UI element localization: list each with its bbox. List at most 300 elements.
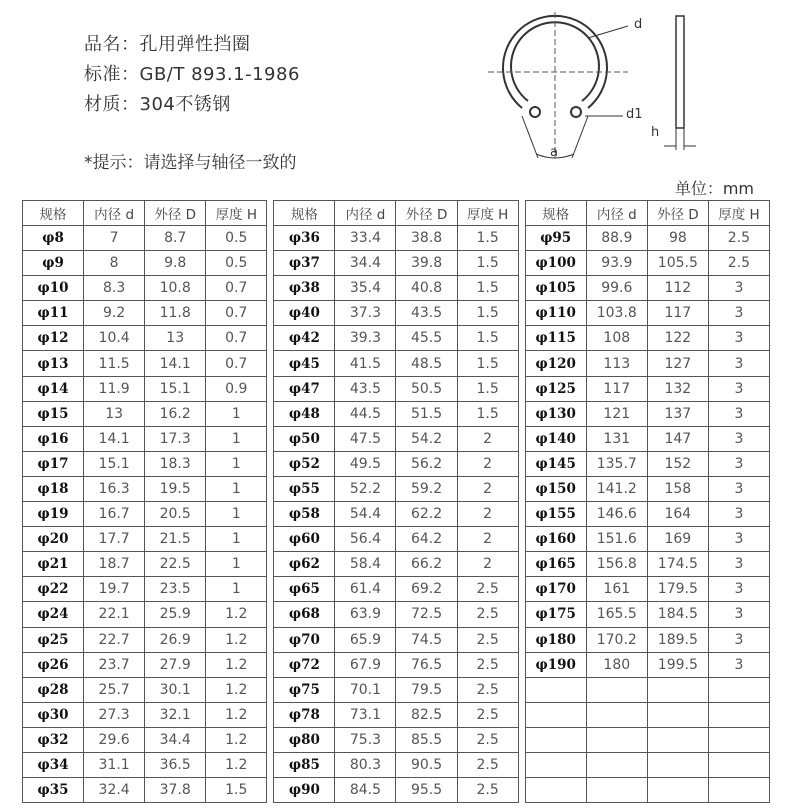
size-cell: φ110 [525,301,586,326]
thickness-cell: 2 [457,552,518,577]
inner-diameter-cell: 34.4 [335,251,396,276]
inner-diameter-cell: 165.5 [586,602,647,627]
thickness-cell: 2.5 [708,251,769,276]
thickness-cell: 2.5 [457,602,518,627]
outer-diameter-cell: 38.8 [396,226,457,251]
outer-diameter-cell: 56.2 [396,451,457,476]
thickness-cell: 1.5 [457,326,518,351]
table-row [23,627,267,652]
size-cell: φ115 [525,326,586,351]
size-cell: φ62 [274,552,335,577]
outer-diameter-cell: 36.5 [145,752,206,777]
inner-diameter-cell: 73.1 [335,702,396,727]
thickness-cell: 1.5 [457,301,518,326]
inner-diameter-cell [586,752,647,777]
product-standard: 标准：GB/T 893.1-1986 [84,64,300,85]
table-row [274,376,518,401]
outer-diameter-cell: 127 [647,351,708,376]
table-row [274,778,518,803]
label-h: h [651,125,660,140]
thickness-cell: 3 [708,301,769,326]
thickness-cell [708,752,769,777]
inner-diameter-cell: 10.4 [84,326,145,351]
column-header: 厚度 H [206,201,267,226]
product-name: 品名：孔用弹性挡圈 [84,34,251,55]
size-cell: φ130 [525,401,586,426]
table-row [274,226,518,251]
size-cell: φ20 [23,527,84,552]
outer-diameter-cell: 62.2 [396,502,457,527]
thickness-cell [708,778,769,803]
thickness-cell: 1 [206,426,267,451]
outer-diameter-cell: 122 [647,326,708,351]
size-cell: φ26 [23,652,84,677]
outer-diameter-cell: 14.1 [145,351,206,376]
table-row [525,251,769,276]
thickness-cell: 2.5 [457,577,518,602]
outer-diameter-cell: 22.5 [145,552,206,577]
table-row [525,677,769,702]
outer-diameter-cell: 90.5 [396,752,457,777]
outer-diameter-cell: 199.5 [647,652,708,677]
table-row [525,451,769,476]
outer-diameter-cell: 132 [647,376,708,401]
thickness-cell: 2 [457,426,518,451]
table-row [525,326,769,351]
inner-diameter-cell: 84.5 [335,778,396,803]
unit-label: 单位：mm [674,179,754,198]
size-cell: φ14 [23,376,84,401]
table-row [525,301,769,326]
table-row [23,376,267,401]
thickness-cell: 0.7 [206,351,267,376]
thickness-cell: 0.5 [206,251,267,276]
size-cell: φ60 [274,527,335,552]
outer-diameter-cell: 69.2 [396,577,457,602]
size-cell: φ165 [525,552,586,577]
table-row [23,727,267,752]
inner-diameter-cell: 146.6 [586,502,647,527]
column-header: 规格 [525,201,586,226]
outer-diameter-cell: 179.5 [647,577,708,602]
inner-diameter-cell: 32.4 [84,778,145,803]
table-row [525,276,769,301]
size-cell: φ100 [525,251,586,276]
table-row [525,702,769,727]
size-cell: φ16 [23,426,84,451]
inner-diameter-cell: 67.9 [335,652,396,677]
table-row [23,451,267,476]
outer-diameter-cell: 85.5 [396,727,457,752]
thickness-cell: 1.5 [457,226,518,251]
outer-diameter-cell: 27.9 [145,652,206,677]
outer-diameter-cell: 30.1 [145,677,206,702]
size-cell [525,778,586,803]
table-row [23,401,267,426]
table-row [525,627,769,652]
table-row [274,426,518,451]
thickness-cell: 2.5 [457,677,518,702]
size-cell: φ40 [274,301,335,326]
outer-diameter-cell: 64.2 [396,527,457,552]
inner-diameter-cell: 27.3 [84,702,145,727]
outer-diameter-cell: 50.5 [396,376,457,401]
table-row [274,301,518,326]
thickness-cell: 3 [708,351,769,376]
spec-table-3 [525,200,770,803]
outer-diameter-cell: 8.7 [145,226,206,251]
outer-diameter-cell: 189.5 [647,627,708,652]
size-cell: φ36 [274,226,335,251]
thickness-cell: 0.7 [206,276,267,301]
table-row [525,426,769,451]
outer-diameter-cell: 137 [647,401,708,426]
outer-diameter-cell: 98 [647,226,708,251]
size-cell: φ30 [23,702,84,727]
inner-diameter-cell: 56.4 [335,527,396,552]
inner-diameter-cell: 25.7 [84,677,145,702]
thickness-cell: 2.5 [457,727,518,752]
thickness-cell: 1.5 [206,778,267,803]
thickness-cell: 0.9 [206,376,267,401]
inner-diameter-cell: 11.9 [84,376,145,401]
thickness-cell: 1.2 [206,652,267,677]
size-cell: φ34 [23,752,84,777]
outer-diameter-cell: 174.5 [647,552,708,577]
inner-diameter-cell: 41.5 [335,351,396,376]
size-cell: φ22 [23,577,84,602]
table-row [525,778,769,803]
inner-diameter-cell: 161 [586,577,647,602]
thickness-cell: 0.5 [206,226,267,251]
size-cell: φ180 [525,627,586,652]
size-cell: φ140 [525,426,586,451]
thickness-cell: 2.5 [457,652,518,677]
column-header: 内径 d [586,201,647,226]
inner-diameter-cell: 117 [586,376,647,401]
size-cell: φ120 [525,351,586,376]
inner-diameter-cell: 23.7 [84,652,145,677]
thickness-cell: 2.5 [457,702,518,727]
spec-table-grid [22,200,770,803]
thickness-cell: 1.2 [206,627,267,652]
label-d: d [634,17,643,32]
outer-diameter-cell: 95.5 [396,778,457,803]
inner-diameter-cell: 13 [84,401,145,426]
size-cell: φ85 [274,752,335,777]
table-row [525,652,769,677]
outer-diameter-cell: 158 [647,476,708,501]
inner-diameter-cell: 7 [84,226,145,251]
inner-diameter-cell: 9.2 [84,301,145,326]
table-row [23,778,267,803]
thickness-cell: 1 [206,577,267,602]
inner-diameter-cell [586,677,647,702]
outer-diameter-cell: 32.1 [145,702,206,727]
table-row [23,301,267,326]
thickness-cell: 1.2 [206,702,267,727]
table-row [274,677,518,702]
table-row [23,652,267,677]
size-cell: φ42 [274,326,335,351]
size-cell: φ95 [525,226,586,251]
outer-diameter-cell: 9.8 [145,251,206,276]
size-cell: φ25 [23,627,84,652]
thickness-cell: 1.2 [206,602,267,627]
size-cell: φ175 [525,602,586,627]
inner-diameter-cell: 49.5 [335,451,396,476]
thickness-cell: 1 [206,502,267,527]
inner-diameter-cell [586,702,647,727]
inner-diameter-cell: 39.3 [335,326,396,351]
outer-diameter-cell: 17.3 [145,426,206,451]
thickness-cell: 3 [708,527,769,552]
outer-diameter-cell: 66.2 [396,552,457,577]
table-row [274,577,518,602]
column-header: 厚度 H [457,201,518,226]
thickness-cell: 1.5 [457,376,518,401]
size-cell: φ78 [274,702,335,727]
thickness-cell: 2.5 [708,226,769,251]
thickness-cell: 3 [708,627,769,652]
thickness-cell: 3 [708,376,769,401]
table-row [23,326,267,351]
table-row [525,351,769,376]
outer-diameter-cell: 10.8 [145,276,206,301]
table-row [274,351,518,376]
table-row [23,351,267,376]
spec-table-1 [22,200,267,803]
size-cell: φ68 [274,602,335,627]
spec-table-2 [273,200,518,803]
inner-diameter-cell: 17.7 [84,527,145,552]
outer-diameter-cell: 147 [647,426,708,451]
outer-diameter-cell: 13 [145,326,206,351]
size-cell: φ47 [274,376,335,401]
table-row [23,602,267,627]
outer-diameter-cell: 15.1 [145,376,206,401]
table-row [23,502,267,527]
table-row [23,276,267,301]
thickness-cell: 3 [708,451,769,476]
inner-diameter-cell: 141.2 [586,476,647,501]
table-row [23,577,267,602]
outer-diameter-cell [647,702,708,727]
inner-diameter-cell: 35.4 [335,276,396,301]
table-row [525,476,769,501]
inner-diameter-cell: 93.9 [586,251,647,276]
inner-diameter-cell: 33.4 [335,226,396,251]
table-row [23,476,267,501]
size-cell: φ170 [525,577,586,602]
retaining-ring-diagram [488,8,708,173]
column-header: 厚度 H [708,201,769,226]
inner-diameter-cell: 11.5 [84,351,145,376]
size-cell: φ38 [274,276,335,301]
size-cell: φ160 [525,527,586,552]
size-cell: φ145 [525,451,586,476]
inner-diameter-cell [586,727,647,752]
table-row [23,552,267,577]
outer-diameter-cell: 11.8 [145,301,206,326]
inner-diameter-cell: 88.9 [586,226,647,251]
inner-diameter-cell: 108 [586,326,647,351]
thickness-cell [708,702,769,727]
outer-diameter-cell: 26.9 [145,627,206,652]
size-cell: φ50 [274,426,335,451]
inner-diameter-cell: 47.5 [335,426,396,451]
size-cell: φ10 [23,276,84,301]
inner-diameter-cell: 156.8 [586,552,647,577]
thickness-cell: 1 [206,552,267,577]
size-cell: φ11 [23,301,84,326]
table-row [525,602,769,627]
thickness-cell: 1.5 [457,351,518,376]
outer-diameter-cell: 48.5 [396,351,457,376]
size-cell: φ12 [23,326,84,351]
thickness-cell: 3 [708,602,769,627]
size-cell [525,677,586,702]
size-cell: φ28 [23,677,84,702]
outer-diameter-cell: 79.5 [396,677,457,702]
table-row [525,502,769,527]
column-header: 内径 d [84,201,145,226]
size-cell: φ150 [525,476,586,501]
column-header: 规格 [23,201,84,226]
inner-diameter-cell: 75.3 [335,727,396,752]
table-row [23,527,267,552]
inner-diameter-cell: 14.1 [84,426,145,451]
table-row [23,251,267,276]
outer-diameter-cell: 112 [647,276,708,301]
table-row [23,702,267,727]
table-row [23,677,267,702]
size-cell: φ75 [274,677,335,702]
size-cell: φ80 [274,727,335,752]
inner-diameter-cell: 135.7 [586,451,647,476]
inner-diameter-cell: 99.6 [586,276,647,301]
size-cell: φ90 [274,778,335,803]
table-row [274,251,518,276]
selection-tip: *提示：请选择与轴径一致的 [84,153,297,173]
outer-diameter-cell: 19.5 [145,476,206,501]
thickness-cell: 3 [708,476,769,501]
inner-diameter-cell: 15.1 [84,451,145,476]
size-cell [525,752,586,777]
table-row [525,552,769,577]
thickness-cell: 1.2 [206,677,267,702]
thickness-cell: 2.5 [457,778,518,803]
thickness-cell: 1.5 [457,401,518,426]
size-cell: φ105 [525,276,586,301]
table-row [23,426,267,451]
label-a: a [550,145,558,160]
size-cell: φ21 [23,552,84,577]
outer-diameter-cell: 37.8 [145,778,206,803]
inner-diameter-cell: 151.6 [586,527,647,552]
thickness-cell: 2.5 [457,752,518,777]
outer-diameter-cell: 152 [647,451,708,476]
size-cell: φ70 [274,627,335,652]
thickness-cell [708,677,769,702]
outer-diameter-cell: 43.5 [396,301,457,326]
thickness-cell: 1 [206,401,267,426]
thickness-cell: 3 [708,652,769,677]
size-cell: φ19 [23,502,84,527]
thickness-cell: 1.2 [206,752,267,777]
thickness-cell: 3 [708,276,769,301]
outer-diameter-cell: 184.5 [647,602,708,627]
inner-diameter-cell: 16.3 [84,476,145,501]
table-row [274,502,518,527]
inner-diameter-cell: 63.9 [335,602,396,627]
inner-diameter-cell: 121 [586,401,647,426]
label-d1: d1 [626,107,643,122]
inner-diameter-cell: 22.7 [84,627,145,652]
outer-diameter-cell: 72.5 [396,602,457,627]
inner-diameter-cell: 80.3 [335,752,396,777]
outer-diameter-cell [647,677,708,702]
thickness-cell: 0.7 [206,326,267,351]
size-cell: φ155 [525,502,586,527]
size-cell: φ52 [274,451,335,476]
outer-diameter-cell: 20.5 [145,502,206,527]
inner-diameter-cell: 52.2 [335,476,396,501]
thickness-cell: 3 [708,401,769,426]
thickness-cell: 1.5 [457,276,518,301]
size-cell: φ32 [23,727,84,752]
outer-diameter-cell [647,727,708,752]
inner-diameter-cell: 18.7 [84,552,145,577]
thickness-cell: 0.7 [206,301,267,326]
thickness-cell: 1.5 [457,251,518,276]
size-cell: φ24 [23,602,84,627]
inner-diameter-cell: 8 [84,251,145,276]
column-header: 外径 D [396,201,457,226]
size-cell: φ37 [274,251,335,276]
inner-diameter-cell: 103.8 [586,301,647,326]
product-material: 材质：304不锈钢 [84,94,231,115]
inner-diameter-cell: 131 [586,426,647,451]
outer-diameter-cell: 39.8 [396,251,457,276]
size-cell: φ17 [23,451,84,476]
outer-diameter-cell: 76.5 [396,652,457,677]
thickness-cell: 2 [457,476,518,501]
size-cell: φ15 [23,401,84,426]
inner-diameter-cell: 44.5 [335,401,396,426]
outer-diameter-cell: 25.9 [145,602,206,627]
inner-diameter-cell: 22.1 [84,602,145,627]
table-row [274,727,518,752]
outer-diameter-cell: 16.2 [145,401,206,426]
inner-diameter-cell: 29.6 [84,727,145,752]
column-header: 内径 d [335,201,396,226]
inner-diameter-cell: 54.4 [335,502,396,527]
inner-diameter-cell: 19.7 [84,577,145,602]
outer-diameter-cell: 117 [647,301,708,326]
inner-diameter-cell: 70.1 [335,677,396,702]
thickness-cell: 2 [457,527,518,552]
size-cell: φ48 [274,401,335,426]
size-cell: φ55 [274,476,335,501]
outer-diameter-cell: 34.4 [145,727,206,752]
size-cell: φ18 [23,476,84,501]
size-cell: φ72 [274,652,335,677]
outer-diameter-cell: 18.3 [145,451,206,476]
inner-diameter-cell: 8.3 [84,276,145,301]
size-cell: φ125 [525,376,586,401]
outer-diameter-cell: 51.5 [396,401,457,426]
